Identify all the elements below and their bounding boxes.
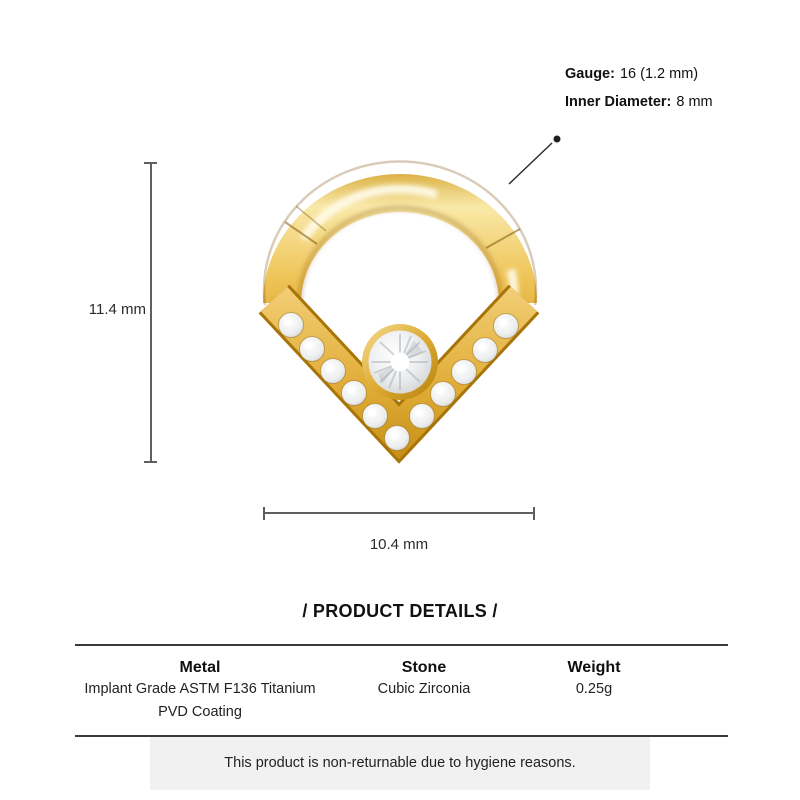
height-measure-cap-bottom	[144, 461, 157, 463]
gold-hoop	[264, 162, 536, 305]
spec-pointer	[509, 136, 561, 185]
inner-diameter-label: Inner Diameter:	[565, 94, 672, 110]
product-details-table	[75, 644, 728, 737]
product-details-heading: / PRODUCT DETAILS /	[302, 601, 498, 621]
metal-value-line2: PVD Coating	[158, 704, 242, 720]
center-bezel-stone	[362, 324, 438, 400]
width-measure-line	[263, 512, 535, 514]
stone-header: Stone	[401, 659, 447, 676]
metal-header: Metal	[179, 659, 221, 676]
spec-callout	[565, 60, 713, 116]
stone-column	[349, 646, 499, 701]
height-measure-line	[150, 163, 152, 462]
gauge-value: 16 (1.2 mm)	[619, 66, 699, 82]
metal-value-line1: Implant Grade ASTM F136 Titanium	[84, 681, 316, 697]
width-measure-label: 10.4 mm	[369, 536, 429, 553]
weight-column	[519, 646, 669, 701]
weight-header: Weight	[567, 659, 621, 676]
width-measure-cap-right	[533, 507, 535, 520]
gauge-spec	[565, 60, 713, 88]
height-measure-label: 11.4 mm	[88, 301, 146, 318]
hygiene-note-text: This product is non-returnable due to hygiene reasons.	[224, 755, 576, 771]
hygiene-note-band	[150, 737, 650, 790]
stone-value: Cubic Zirconia	[377, 681, 471, 697]
inner-diameter-spec	[565, 88, 713, 116]
width-measure-cap-left	[263, 507, 265, 520]
weight-value: 0.25g	[575, 681, 613, 697]
gauge-label: Gauge:	[565, 66, 615, 82]
metal-column	[75, 646, 325, 724]
height-measure-cap-top	[144, 162, 157, 164]
inner-diameter-value: 8 mm	[676, 94, 713, 110]
